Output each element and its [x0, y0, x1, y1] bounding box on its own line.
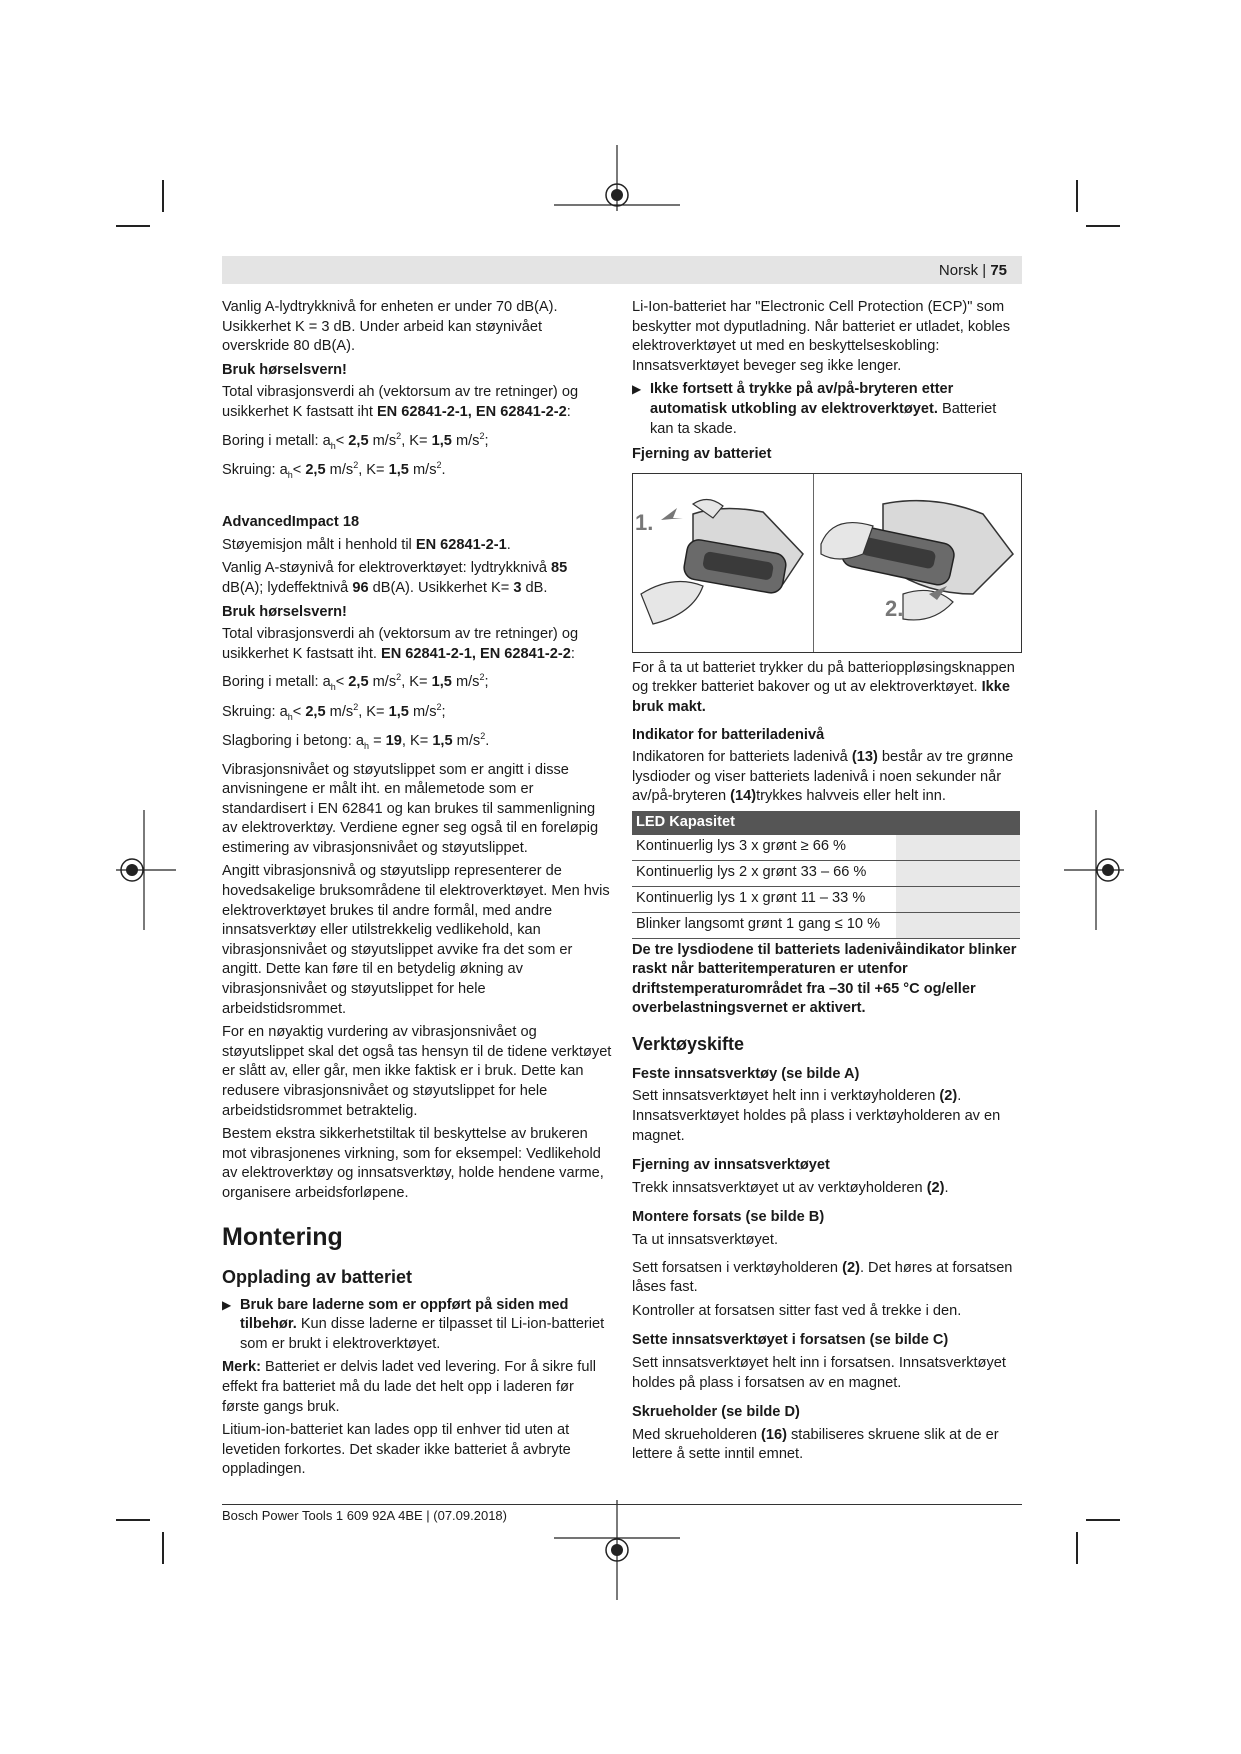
- table-row: Kontinuerlig lys 1 x grønt 11 – 33 %: [632, 886, 1020, 912]
- crop-mark: [162, 180, 164, 212]
- figure-step-label: 1.: [635, 509, 654, 535]
- paragraph: Sett innsatsverktøyet helt inn i verktøyholderen (2).: [632, 1088, 962, 1105]
- registration-mark-top: [554, 145, 680, 255]
- crop-mark: [1076, 1532, 1078, 1564]
- subheading: Skrueholder (se bilde D): [632, 1404, 800, 1421]
- paragraph: Vibrasjonsnivået og støyutslippet som er angitt i disse anvisningene er målt iht. en målemetode som er standardisert i EN 62841 og kan brukes til sammenligning av elektroverktøy. Verdiene egner seg også til en foreløpig estimering av vibrasjonsnivået og støyutslippet.: [222, 761, 599, 856]
- header-language: Norsk: [938, 262, 979, 279]
- crop-mark: [116, 225, 150, 227]
- bullet-item: ▶ Ikke fortsett å trykke på av/på-bryteren etter automatisk utkobling av elektroverktøyet. Batteriet kan ta skade.: [632, 381, 997, 437]
- led-capacity-table: [632, 811, 1020, 939]
- subheading: Sette innsatsverktøyet i forsatsen (se bilde C): [632, 1332, 949, 1349]
- footer-rule: [222, 1504, 1022, 1505]
- paragraph: Merk: Batteriet er delvis ladet ved levering. For å sikre full effekt fra batteriet må du lade det helt opp i laderen før første gangs bruk.: [222, 1359, 596, 1415]
- right-column: [632, 298, 1022, 1469]
- crop-mark: [1086, 1519, 1120, 1521]
- subheading: Feste innsatsverktøy (se bilde A): [632, 1065, 860, 1082]
- page-header: Norsk | 75: [938, 262, 1007, 279]
- paragraph: Indikatoren for batteriets ladenivå (13) består av tre grønne lysdioder og viser batteriets ladenivå i noen sekunder når av/på-bryteren (14)trykkes halvveis eller helt inn.: [632, 749, 1014, 805]
- registration-mark-bottom: [554, 1500, 680, 1610]
- paragraph: Støyemisjon målt i henhold til EN 62841-2-1.: [222, 536, 511, 553]
- paragraph: For å ta ut batteriet trykker du på batterioppløsingsknappen og trekker batteriet bakover og ut av elektroverktøyet. Ikke bruk makt.: [632, 659, 1015, 715]
- subheading: Montere forsats (se bilde B): [632, 1209, 825, 1226]
- crop-mark: [116, 1519, 150, 1521]
- triangle-bullet-icon: ▶: [222, 1297, 232, 1312]
- triangle-bullet-icon: ▶: [632, 382, 642, 397]
- page-number: 75: [990, 262, 1007, 279]
- crop-mark: [162, 1532, 164, 1564]
- crop-mark: [1076, 180, 1078, 212]
- warning-heading: Bruk hørselsvern!: [222, 361, 347, 378]
- subheading: Indikator for batteriladenivå: [632, 726, 825, 743]
- paragraph: Innsatsverktøyet holdes på plass i verktøyholderen av en magnet.: [632, 1108, 1001, 1144]
- paragraph: Litium-ion-batteriet kan lades opp til enhver tid uten at levetiden forkortes. Det skader ikke batteriet å avbryte oppladingen.: [222, 1422, 571, 1478]
- paragraph: Angitt vibrasjonsnivå og støyutslipp representerer de hovedsakelige bruksområdene til elektroverktøyet. Men hvis elektroverktøyet brukes til andre formål, med andre innsatsverktøy eller utilstrekkelig vedlikehold, kan vibrasjonsnivået og støyutslippet avvike fra det som er angitt. Dette kan føre til en betydelig økning av vibrasjonsnivået og støyutslippet for hele arbeidstidsrommet.: [222, 863, 610, 1017]
- paragraph: For en nøyaktig vurdering av vibrasjonsnivået og støyutslippet skal det også tas hensyn til de tidene verktøyet er slått av, eller går, men ikke faktisk er i bruk. Dette kan redusere vibrasjonsnivået og støyutslippet for hele arbeidstidsrommet betraktelig.: [222, 1024, 612, 1119]
- table-header: LED Kapasitet: [632, 811, 1020, 835]
- warning-heading: Bruk hørselsvern!: [222, 603, 347, 620]
- figure-step-label: 2.: [885, 595, 904, 621]
- paragraph: Total vibrasjonsverdi ah (vektorsum av tre retninger) og usikkerhet K fastsatt iht. EN 62841-2-1, EN 62841-2-2:: [222, 626, 579, 662]
- page-footer: Bosch Power Tools 1 609 92A 4BE | (07.09.2018): [222, 1508, 507, 1523]
- paragraph: Med skrueholderen (16) stabiliseres skruene slik at de er lettere å sette inntil emnet.: [632, 1426, 999, 1463]
- subsection-title: Verktøyskifte: [632, 1033, 745, 1054]
- paragraph: Bestem ekstra sikkerhetstiltak til beskyttelse av brukeren mot vibrasjonenes virkning, som for eksempel: Vedlikehold av elektroverktøy og innsatsverktøy, holde hendene varme, organisere arbeidsforløpene.: [222, 1126, 604, 1201]
- paragraph: Sett forsatsen i verktøyholderen (2). Det høres at forsatsen låses fast.: [632, 1259, 1013, 1296]
- model-heading: AdvancedImpact 18: [222, 514, 360, 531]
- bullet-item: ▶ Bruk bare laderne som er oppført på siden med tilbehør. Kun disse laderne er tilpasset til Li-ion-batteriet som er brukt i elektroverktøyet.: [222, 1296, 605, 1352]
- paragraph: Sett innsatsverktøyet helt inn i forsatsen. Innsatsverktøyet holdes på plass i forsatsen av en magnet.: [632, 1355, 1006, 1391]
- left-column: [222, 298, 612, 1484]
- battery-removal-figure: [632, 473, 1022, 653]
- paragraph: Trekk innsatsverktøyet ut av verktøyholderen (2).: [632, 1179, 949, 1196]
- section-title-montering: Montering: [222, 1222, 343, 1251]
- subsection-title: Opplading av batteriet: [222, 1266, 413, 1287]
- battery-removal-illustration: [633, 474, 1021, 652]
- paragraph: Total vibrasjonsverdi ah (vektorsum av tre retninger) og usikkerhet K fastsatt iht EN 62841-2-1, EN 62841-2-2:: [222, 384, 579, 420]
- table-row: Blinker langsomt grønt 1 gang ≤ 10 %: [632, 912, 1020, 938]
- registration-mark-right: [1064, 810, 1124, 930]
- vibration-values: Boring i metall: $a_h< 2,5$ $m/s^2$, K= 1,5 $m/s^2$; Skruing: $a_h< 2,5$ $m/s^2$, K= 1,5 $m/s^2$; Slagboring i betong: $a_h = 19$, K= 1,5 $m/s^2$.: [222, 672, 490, 751]
- crop-mark: [1086, 225, 1120, 227]
- header-bar: [222, 256, 1022, 284]
- paragraph: Vanlig A-lydtrykknivå for enheten er under 70 dB(A). Usikkerhet K = 3 dB. Under arbeid kan støynivået overskride 80 dB(A).: [222, 299, 558, 355]
- paragraph: Ta ut innsatsverktøyet.: [632, 1232, 778, 1249]
- subheading: Fjerning av innsatsverktøyet: [632, 1157, 830, 1174]
- table-row: Kontinuerlig lys 3 x grønt ≥ 66 %: [632, 835, 1020, 861]
- paragraph: Li-Ion-batteriet har "Electronic Cell Protection (ECP)" som beskytter mot dyputladning. Når batteriet er utladet, kobles elektroverktøyet ut med en beskyttelseskobling: Innsatsverktøyet beveger seg ikke lenger.: [632, 299, 1011, 374]
- vibration-values: Boring i metall: $a_h< 2,5$ $m/s^2$, K= 1,5 $m/s^2$; Skruing: $a_h< 2,5$ $m/s^2$, K= 1,5 $m/s^2$.: [222, 430, 489, 480]
- registration-mark-left: [116, 810, 176, 930]
- warning-paragraph: De tre lysdiodene til batteriets ladenivåindikator blinker raskt når batteritemperaturen er utenfor driftstemperaturområdet fra –30 til +65 °C og/eller overbelastningsvernet er aktivert.: [632, 941, 1017, 1017]
- table-row: Kontinuerlig lys 2 x grønt 33 – 66 %: [632, 860, 1020, 886]
- paragraph: Kontroller at forsatsen sitter fast ved å trekke i den.: [632, 1302, 962, 1319]
- subheading: Fjerning av batteriet: [632, 446, 772, 463]
- paragraph: Vanlig A-støynivå for elektroverktøyet: lydtrykknivå 85 dB(A); lydeffektnivå 96 dB(A). Usikkerhet K= 3 dB.: [222, 560, 568, 597]
